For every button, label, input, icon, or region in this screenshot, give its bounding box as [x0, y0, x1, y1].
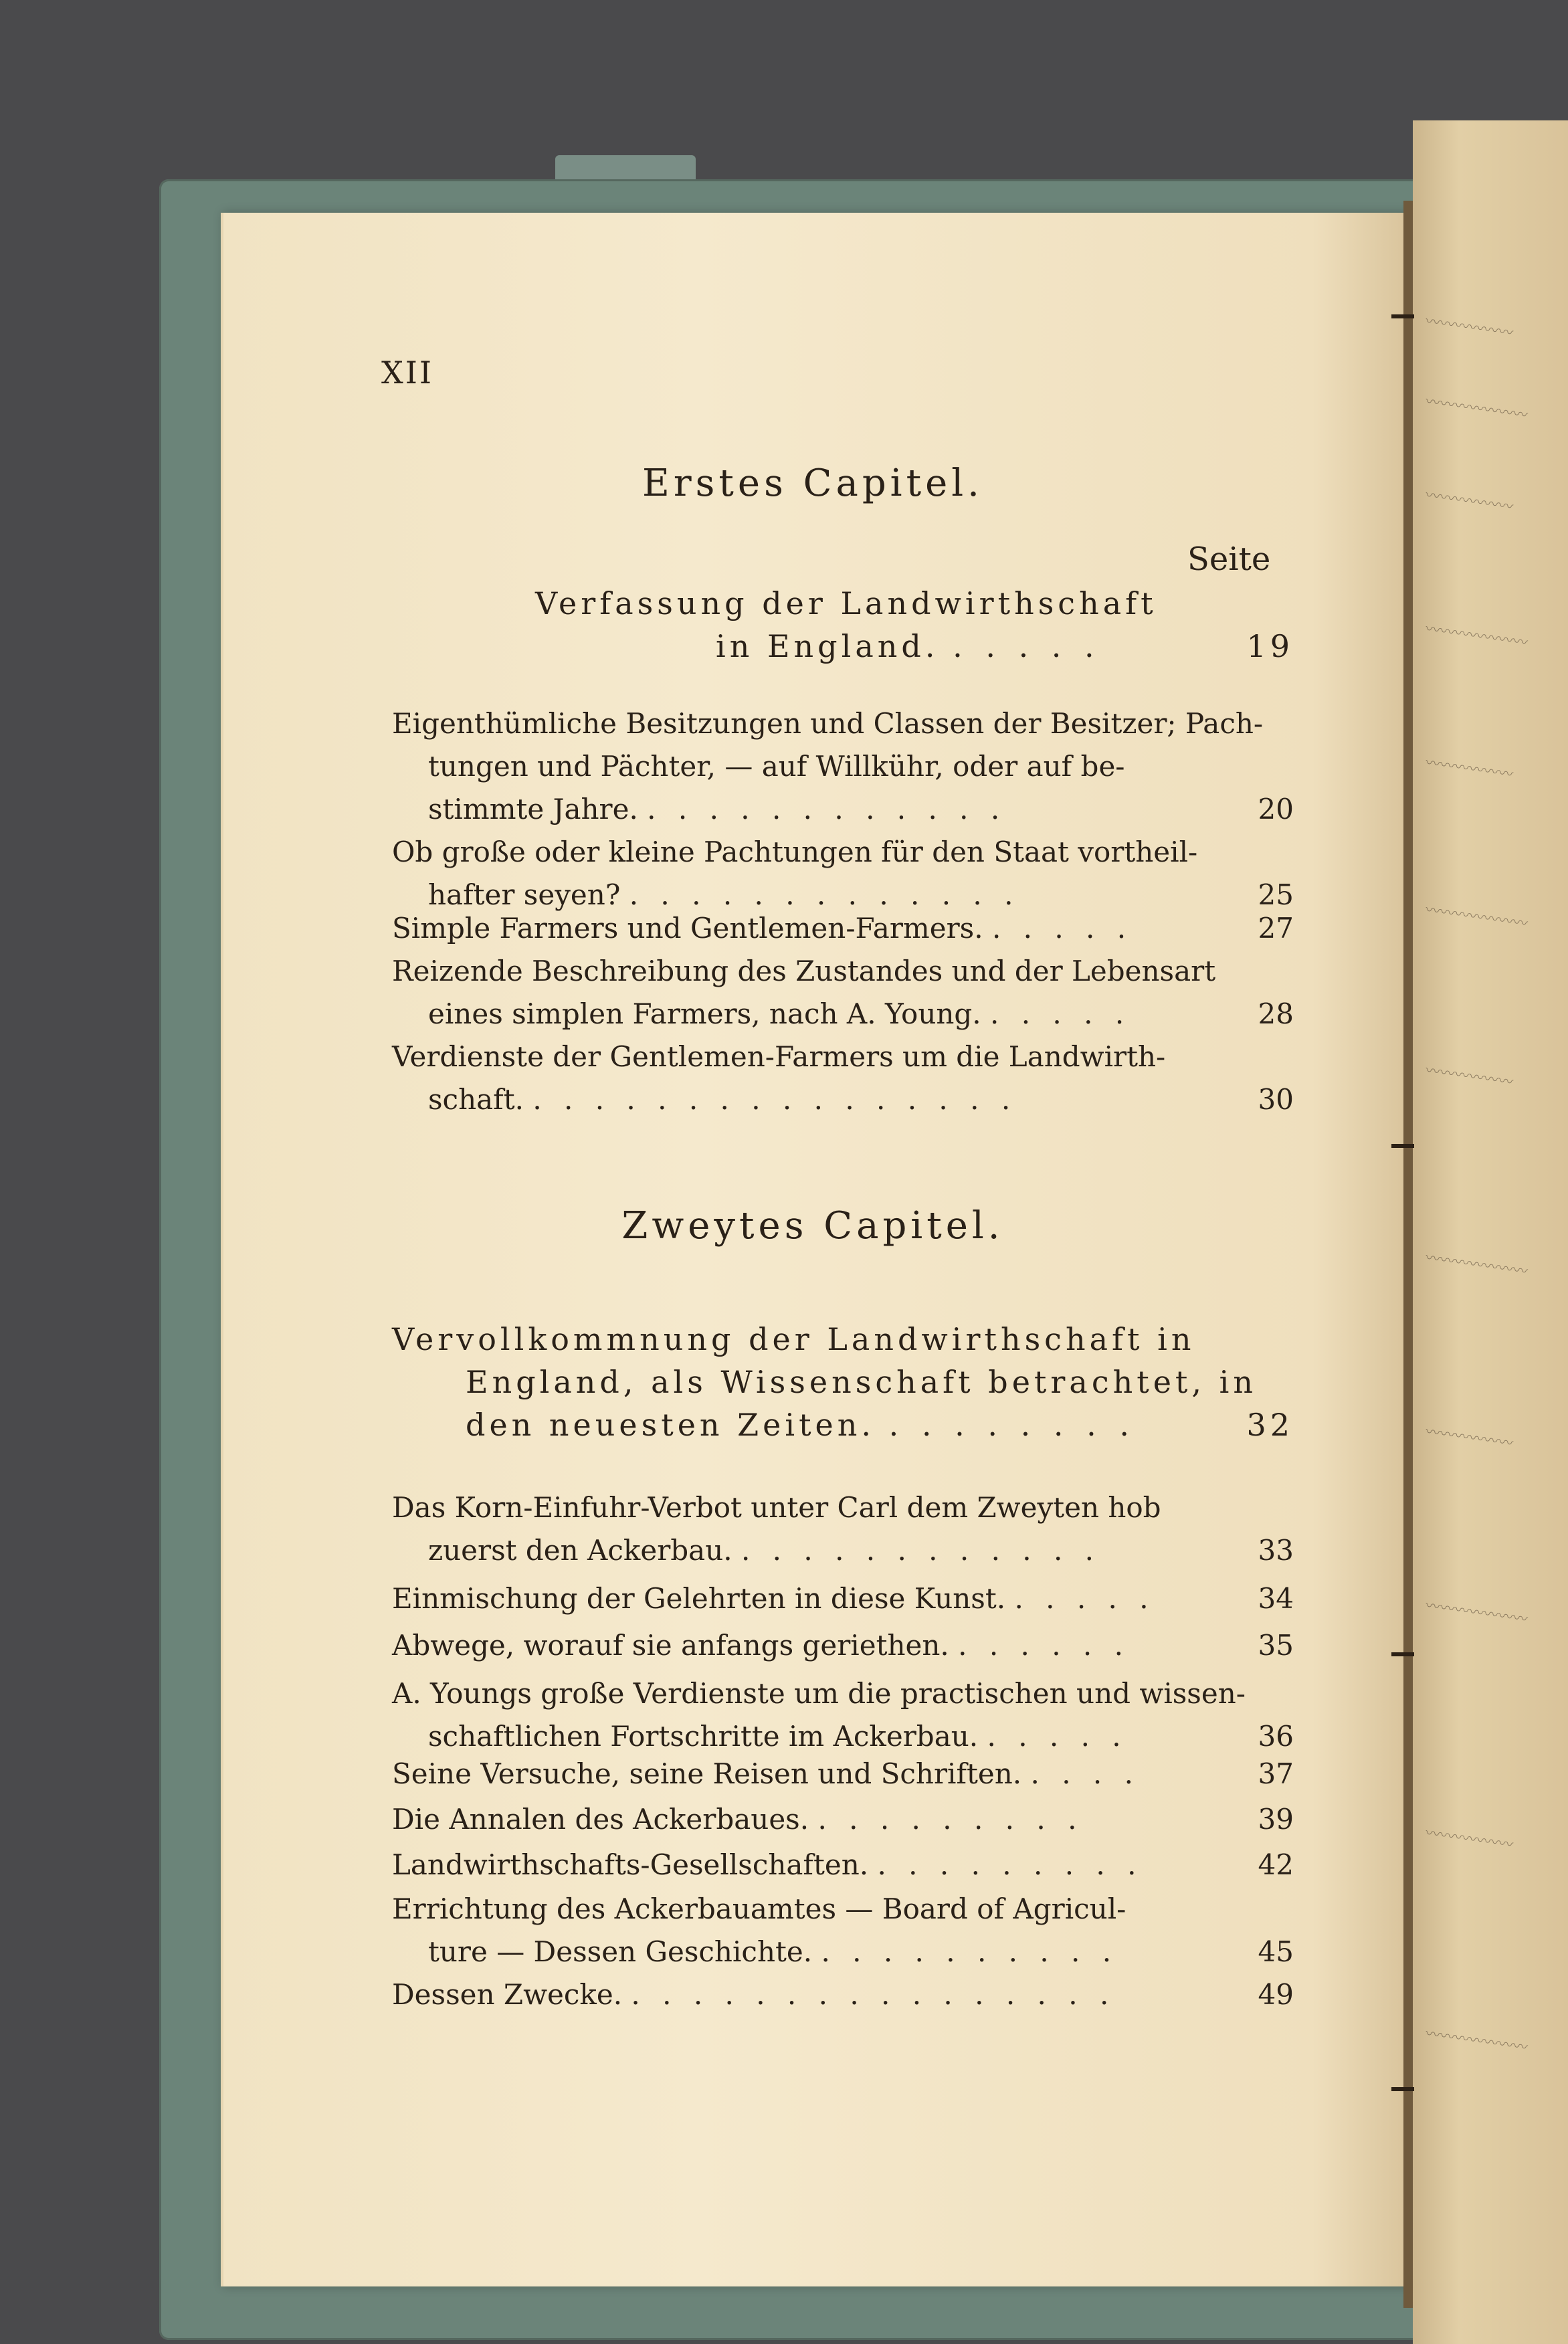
bleed-through-text: 〰〰〰〰〰〰〰 [1424, 902, 1529, 933]
toc-entry [392, 702, 1294, 831]
binding-thread [1391, 314, 1414, 318]
leader-dots: . . . . . . . . . . . . . . . . [532, 1083, 1017, 1116]
entry-text: eines simplen Farmers, nach A. Young. [428, 997, 981, 1030]
entry-line: Reizende Beschreibung des Zustandes und der Lebensart [392, 955, 1216, 987]
toc-entry [392, 831, 1294, 916]
entry-text: stimmte Jahre. [428, 793, 638, 825]
page-ref: 39 [1258, 1803, 1294, 1836]
entry-text: Dessen Zwecke. [392, 1978, 623, 2011]
entry-line: Ob große oder kleine Pachtungen für den Staat vortheil- [392, 836, 1198, 868]
toc-entry [392, 1672, 1294, 1758]
bleed-through-text: 〰〰〰〰〰〰 [1424, 313, 1514, 343]
page-ref: 32 [1246, 1407, 1294, 1443]
entry-line-last [392, 1931, 1282, 1973]
leader-dots: . . . . . [987, 1720, 1128, 1753]
page-ref: 27 [1258, 912, 1294, 945]
bleed-through-text: 〰〰〰〰〰〰〰 [1424, 1597, 1529, 1629]
entry-line-last [392, 1715, 1282, 1758]
entry-line: Verdienste der Gentlemen-Farmers um die Landwirth- [392, 1040, 1166, 1073]
bleed-through-text: 〰〰〰〰〰〰 [1424, 755, 1514, 784]
leader-dots: . . . . . [991, 912, 1133, 945]
toc-entry [392, 907, 1294, 950]
entry-line-last [392, 1624, 1282, 1667]
heading-line: England, als Wissenschaft betrachtet, in [466, 1364, 1257, 1400]
leader-dots: . . . . . . . . . . . . . [629, 878, 1020, 911]
leader-dots: . . . . [1030, 1757, 1140, 1790]
entry-text: schaftlichen Fortschritte im Ackerbau. [428, 1720, 979, 1753]
entry-text: hafter seyen? [428, 878, 621, 911]
entry-line-last [392, 788, 1282, 831]
toc-entry [392, 1753, 1294, 1795]
page-ref: 35 [1258, 1629, 1294, 1662]
toc-entry [392, 1888, 1294, 1973]
toc-entry [392, 1036, 1294, 1121]
page-ref: 20 [1258, 793, 1294, 825]
bleed-through-text: 〰〰〰〰〰〰〰 [1424, 2026, 1529, 2057]
page-ref: 25 [1258, 878, 1294, 911]
heading-line-last [535, 625, 1282, 668]
leader-dots: . . . . . . . . . . . . [647, 793, 1007, 825]
entry-line: tungen und Pächter, — auf Willkühr, oder auf be- [428, 750, 1125, 783]
leader-dots: . . . . . . . . . . . . [741, 1534, 1101, 1567]
leader-dots: . . . . . [990, 997, 1131, 1030]
heading-line: Vervollkommnung der Landwirthschaft in [392, 1321, 1195, 1357]
leader-dots: . . . . . . . . [888, 1407, 1136, 1443]
toc-entry [392, 950, 1294, 1036]
entry-line: Das Korn-Einfuhr-Verbot unter Carl dem Zweyten hob [392, 1491, 1161, 1524]
bleed-through-text: 〰〰〰〰〰〰〰 [1424, 621, 1529, 652]
bleed-through-text: 〰〰〰〰〰〰〰 [1424, 1250, 1529, 1281]
toc-entry [392, 1844, 1294, 1886]
bleed-through-text: 〰〰〰〰〰〰 [1424, 1062, 1514, 1092]
leader-dots: . . . . . . . . . . . . . . . . [631, 1978, 1116, 2011]
heading-text: den neuesten Zeiten. [466, 1407, 876, 1443]
page-ref: 37 [1258, 1757, 1294, 1790]
entry-text: ture — Dessen Geschichte. [428, 1935, 813, 1968]
page-ref: 36 [1258, 1720, 1294, 1753]
entry-line: Errichtung des Ackerbauamtes — Board of Agricul- [392, 1892, 1126, 1925]
page-ref: 30 [1258, 1083, 1294, 1116]
page-ref: 33 [1258, 1534, 1294, 1567]
entry-line-last [392, 1577, 1282, 1620]
chapter-2-heading [392, 1318, 1294, 1446]
page-ref: 42 [1258, 1848, 1294, 1881]
bleed-through-text: 〰〰〰〰〰〰〰 [1424, 393, 1529, 425]
entry-text: Landwirthschafts-Gesellschaften. [392, 1848, 869, 1881]
bleed-through-text: 〰〰〰〰〰〰 [1424, 1424, 1514, 1453]
entry-text: Simple Farmers und Gentlemen-Farmers. [392, 912, 983, 945]
bleed-through-text: 〰〰〰〰〰〰 [1424, 487, 1514, 516]
binding-thread [1391, 1652, 1414, 1656]
page-ref: 19 [1246, 628, 1294, 664]
page-ref: 34 [1258, 1582, 1294, 1615]
entry-line-last [392, 993, 1282, 1036]
entry-line-last [392, 907, 1282, 950]
entry-line-last [392, 1753, 1282, 1795]
entry-text: Die Annalen des Ackerbaues. [392, 1803, 809, 1836]
page-ref: 28 [1258, 997, 1294, 1030]
page-ref: 45 [1258, 1935, 1294, 1968]
chapter-2-title: Zweytes Capitel. [621, 1204, 1004, 1248]
leader-dots: . . . . . [1014, 1582, 1155, 1615]
right-page-fragment [1413, 120, 1568, 2344]
leader-dots: . . . . . . . . . [877, 1848, 1143, 1881]
toc-entry [392, 1973, 1294, 2016]
entry-line: A. Youngs große Verdienste um die practischen und wissen- [392, 1677, 1246, 1710]
entry-line-last [392, 1844, 1282, 1886]
book-gutter [1403, 201, 1413, 2308]
entry-text: zuerst den Ackerbau. [428, 1534, 732, 1567]
entry-line: Eigenthümliche Besitzungen und Classen der Besitzer; Pach- [392, 707, 1264, 740]
toc-entry [392, 1577, 1294, 1620]
heading-text: in England. [716, 628, 939, 664]
bleed-through-text: 〰〰〰〰〰〰 [1424, 1825, 1514, 1854]
binding-thread [1391, 2087, 1414, 2091]
toc-entry [392, 1624, 1294, 1667]
leader-dots: . . . . . . . . . [817, 1803, 1084, 1836]
binding-thread [1391, 1144, 1414, 1148]
entry-text: Abwege, worauf sie anfangs geriethen. [392, 1629, 949, 1662]
entry-line-last [392, 1798, 1282, 1841]
leader-dots: . . . . . [953, 628, 1101, 664]
heading-line: Verfassung der Landwirthschaft [535, 585, 1157, 621]
entry-text: Einmischung der Gelehrten in diese Kunst. [392, 1582, 1006, 1615]
leader-dots: . . . . . . . . . . [821, 1935, 1118, 1968]
entry-text: schaft. [428, 1083, 524, 1116]
entry-line-last [392, 1529, 1282, 1572]
chapter-1-title: Erstes Capitel. [642, 462, 983, 505]
entry-text: Seine Versuche, seine Reisen und Schriften. [392, 1757, 1022, 1790]
seite-column-label: Seite [1187, 541, 1271, 578]
page-ref: 49 [1258, 1978, 1294, 2011]
toc-entry [392, 1486, 1294, 1572]
toc-entry [392, 1798, 1294, 1841]
leader-dots: . . . . . . [958, 1629, 1130, 1662]
page-number-folio: XII [381, 355, 434, 391]
heading-line-last [392, 1403, 1282, 1446]
entry-line-last [392, 1973, 1282, 2016]
entry-line-last [392, 1078, 1282, 1121]
chapter-1-heading [535, 582, 1294, 668]
